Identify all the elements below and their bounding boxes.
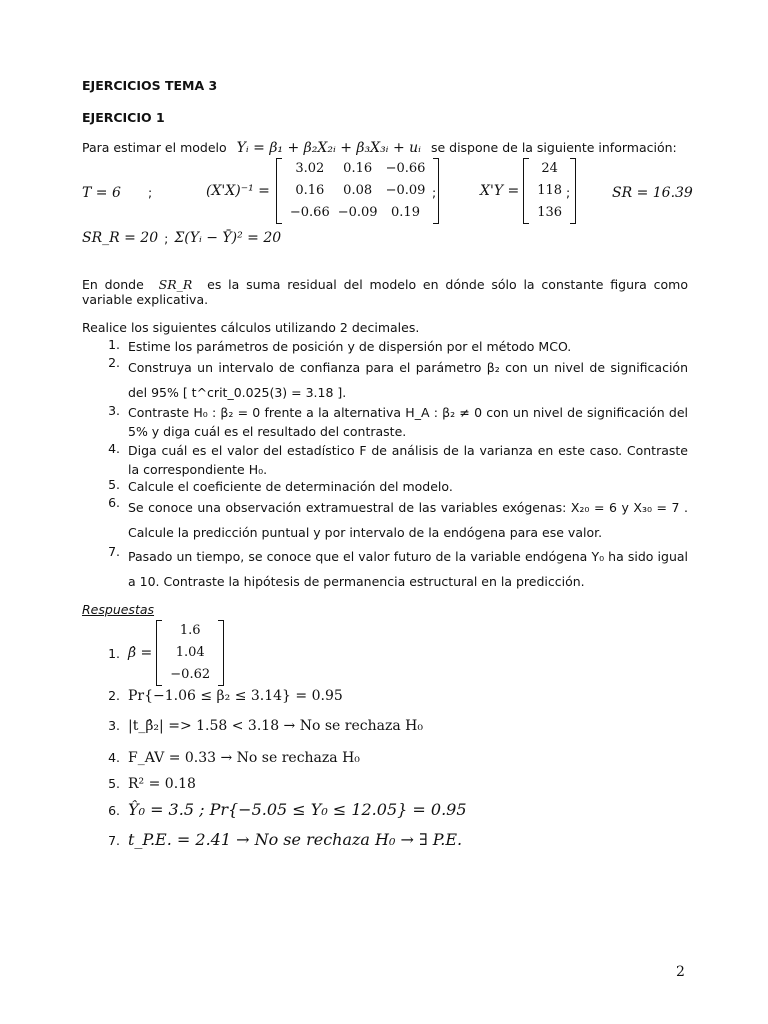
item-number: 4.: [108, 441, 120, 456]
item-text: Estime los parámetros de posición y de dispersión por el método MCO.: [128, 339, 572, 354]
answer-number: 1.: [108, 645, 120, 661]
exercise-item: [82, 544, 688, 594]
answer-text: Pr{−1.06 ≤ β₂ ≤ 3.14} = 0.95: [128, 688, 343, 704]
item-number: 3.: [108, 403, 120, 418]
donde-text-1: En donde: [82, 277, 144, 292]
answer-text: t_P.E. = 2.41 → No se rechaza H₀ → ∃ P.E.: [128, 830, 463, 849]
matrix-cell: 1.6: [179, 623, 201, 638]
t-value: T = 6: [82, 185, 121, 201]
page-number: 2: [676, 964, 685, 980]
item-text: Diga cuál es el valor del estadístico F de análisis de la varianza en este caso. Contraste la correspondiente H₀.: [128, 443, 688, 477]
xy-label: X'Y =: [480, 183, 520, 199]
answer-number: 3.: [108, 718, 120, 733]
answer-number: 5.: [108, 776, 120, 791]
srr-value: SR_R = 20: [82, 230, 159, 246]
srr-line: [82, 230, 281, 246]
answers-title: Respuestas: [82, 602, 155, 617]
beta-label: β̂ =: [128, 645, 153, 661]
answer-1: [82, 620, 224, 686]
xy-vector: [480, 158, 576, 224]
item-text: Calcule el coeficiente de determinación del modelo.: [128, 479, 453, 494]
exercise-item: [82, 477, 688, 496]
matrix-cell: 1.04: [175, 645, 205, 660]
item-number: 6.: [108, 495, 120, 510]
answer-number: 7.: [108, 833, 120, 848]
exercise-item: [82, 441, 688, 479]
matrix-cell: 24: [541, 161, 558, 176]
matrix-cell: −0.62: [170, 667, 211, 682]
answer-text: |t_β̂₂| => 1.58 < 3.18 → No se rechaza H₀: [128, 718, 423, 734]
intro-pre: Para estimar el modelo: [82, 140, 227, 155]
matrix-cell: 0.19: [391, 205, 420, 220]
item-number: 1.: [108, 337, 120, 352]
xx-label: (X'X)⁻¹ =: [206, 183, 270, 199]
exercise-title: EJERCICIO 1: [82, 110, 165, 125]
beta-matrix: [156, 620, 224, 686]
sep-2: ;: [432, 185, 437, 200]
donde-text-2: es la suma residual del modelo en dónde sólo la constante figura como variable explicativa.: [82, 277, 688, 307]
matrix-cell: −0.09: [337, 205, 378, 220]
exercise-item: [82, 355, 688, 405]
answer-item: [82, 830, 462, 849]
sep-1: ;: [148, 185, 153, 200]
donde-symbol: SR_R: [158, 277, 193, 292]
matrix-cell: −0.09: [385, 183, 426, 198]
xx-inverse: [206, 158, 439, 224]
matrix-cell: −0.66: [385, 161, 426, 176]
answer-item: [82, 776, 196, 792]
matrix-cell: 118: [537, 183, 563, 198]
answer-text: Ŷ₀ = 3.5 ; Pr{−5.05 ≤ Y₀ ≤ 12.05} = 0.95: [128, 800, 467, 819]
sep-4: ;: [164, 230, 169, 246]
exercise-item: [82, 403, 688, 441]
item-number: 5.: [108, 477, 120, 492]
answer-item: [82, 688, 343, 704]
matrix-cell: 0.08: [343, 183, 373, 198]
exercise-item: [82, 337, 688, 356]
matrix-cell: 3.02: [295, 161, 325, 176]
item-text: Se conoce una observación extramuestral de las variables exógenas: X₂₀ = 6 y X₃₀ = 7 . Calcule la predicción puntual y por intervalo de la endógena para ese valor.: [128, 500, 688, 540]
item-number: 2.: [108, 355, 120, 370]
xx-matrix-cells: [282, 158, 437, 224]
answer-item: [82, 800, 467, 819]
answer-number: 6.: [108, 803, 120, 818]
answer-item: [82, 750, 360, 766]
item-text: Contraste H₀ : β₂ = 0 frente a la alternativa H_A : β₂ ≠ 0 con un nivel de significación del 5% y diga cuál es el resultado del contraste.: [128, 405, 688, 439]
model-equation: Yᵢ = β₁ + β₂X₂ᵢ + β₃X₃ᵢ + uᵢ: [236, 140, 421, 156]
intro-line: [82, 140, 677, 156]
xy-matrix-cells: [529, 158, 570, 224]
item-number: 7.: [108, 544, 120, 559]
matrix-cell: 0.16: [295, 183, 325, 198]
xx-matrix: [276, 158, 440, 224]
beta-matrix-cells: [162, 620, 218, 686]
intro-post: se dispone de la siguiente información:: [430, 140, 677, 155]
document-page: [82, 0, 693, 1024]
sum-expression: Σ(Yᵢ − Ȳ)² = 20: [174, 230, 282, 246]
exercise-item: [82, 495, 688, 545]
sep-3: ;: [566, 185, 571, 200]
heading: EJERCICIOS TEMA 3: [82, 78, 218, 93]
answer-text: R² = 0.18: [128, 776, 196, 792]
sr-value: SR = 16.39: [612, 185, 693, 201]
matrix-cell: 136: [537, 205, 563, 220]
item-text: Pasado un tiempo, se conoce que el valor futuro de la variable endógena Y₀ ha sido igual a 10. Contraste la hipótesis de permanencia estructural en la predicción.: [128, 549, 688, 589]
item-text: Construya un intervalo de confianza para el parámetro β₂ con un nivel de significación del 95% [ t^crit_0.025(3) = 3.18 ].: [128, 360, 688, 400]
matrix-cell: 0.16: [343, 161, 373, 176]
answer-item: [82, 718, 423, 734]
answer-text: F_AV = 0.33 → No se rechaza H₀: [128, 750, 360, 766]
matrix-cell: −0.66: [289, 205, 330, 220]
answer-number: 2.: [108, 688, 120, 703]
donde-paragraph: [82, 277, 688, 307]
instructions: Realice los siguientes cálculos utilizando 2 decimales.: [82, 320, 420, 335]
answer-number: 4.: [108, 750, 120, 765]
